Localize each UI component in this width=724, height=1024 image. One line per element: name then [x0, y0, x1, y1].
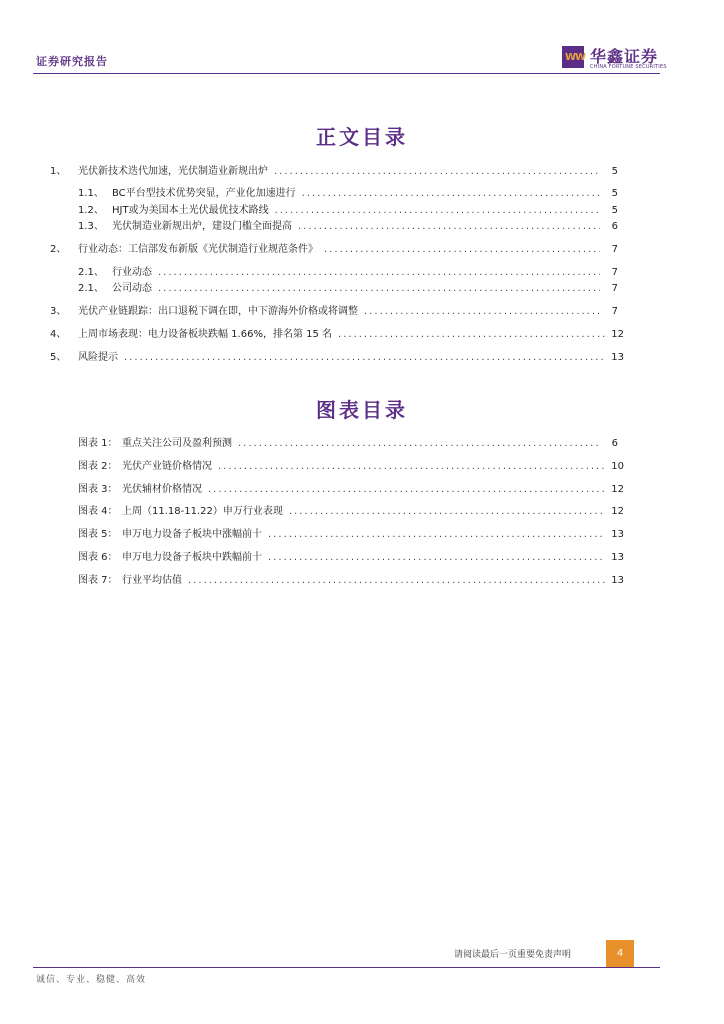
toc-entry-number: 5、 [50, 352, 67, 363]
toc-entry-number: 2、 [50, 244, 67, 255]
toc-entry-page: 7 [611, 244, 618, 255]
figure-entry-page: 10 [611, 461, 624, 472]
toc-entry-number: 1、 [50, 166, 67, 177]
figures-title: 图表目录 [316, 398, 408, 422]
toc-entry-page: 7 [611, 306, 618, 317]
toc-entry-title: 风险提示 [78, 352, 118, 363]
toc-leader-dots [274, 166, 600, 177]
figure-entry-number: 图表 6： [78, 552, 118, 563]
toc-entry-1[interactable] [50, 162, 618, 177]
toc-entry-1-3[interactable] [78, 217, 618, 232]
toc-entry-number: 2.1、 [78, 283, 104, 294]
toc-entry-number: 1.3、 [78, 221, 104, 232]
figure-entry-2[interactable] [78, 457, 624, 472]
contents-title: 正文目录 [316, 125, 408, 149]
toc-entry-5[interactable] [50, 348, 624, 363]
toc-leader-dots [298, 221, 600, 232]
toc-entry-title: 光伏产业链跟踪：出口退税下调在即，中下游海外价格或将调整 [78, 306, 358, 317]
company-motto: 诚信、专业、稳健、高效 [36, 975, 147, 985]
toc-entry-number: 1.1、 [78, 188, 104, 199]
toc-leader-dots [158, 267, 600, 278]
figure-entry-title: 上周（11.18-11.22）申万行业表现 [122, 506, 283, 517]
toc-entry-1-1[interactable] [78, 184, 618, 199]
toc-entry-page: 6 [611, 221, 618, 232]
figure-entry-title: 行业平均估值 [122, 575, 182, 586]
figure-leader-dots [188, 575, 605, 586]
figure-entry-1[interactable] [78, 434, 618, 449]
toc-entry-page: 13 [611, 352, 624, 363]
figure-entry-number: 图表 4： [78, 506, 118, 517]
figure-leader-dots [218, 461, 605, 472]
figure-entry-5[interactable] [78, 525, 624, 540]
brand-subtitle: CHINA FORTUNE SECURITIES [590, 64, 667, 70]
toc-entry-page: 12 [611, 329, 624, 340]
toc-entry-title: 行业动态 [112, 267, 152, 278]
figure-entry-6[interactable] [78, 548, 624, 563]
figure-entry-page: 12 [611, 484, 624, 495]
figure-entry-3[interactable] [78, 480, 624, 495]
figure-entry-title: 重点关注公司及盈利预测 [122, 438, 232, 449]
toc-entry-title: 上周市场表现：电力设备板块跌幅 1.66%，排名第 15 名 [78, 329, 333, 340]
toc-leader-dots [158, 283, 600, 294]
toc-entry-title: 行业动态：工信部发布新版《光伏制造行业规范条件》 [78, 244, 318, 255]
figure-entry-page: 12 [611, 506, 624, 517]
toc-leader-dots [324, 244, 600, 255]
figure-entry-number: 图表 5： [78, 529, 118, 540]
report-label: 证券研究报告 [36, 55, 108, 68]
figure-entry-title: 光伏产业链价格情况 [122, 461, 212, 472]
figure-entry-number: 图表 7： [78, 575, 118, 586]
figure-entry-page: 13 [611, 575, 624, 586]
toc-entry-2-2[interactable] [78, 279, 618, 294]
figure-entry-number: 图表 1： [78, 438, 118, 449]
toc-entry-2[interactable] [50, 240, 618, 255]
page-number-badge: 4 [606, 940, 634, 968]
disclaimer-note: 请阅读最后一页重要免责声明 [454, 950, 572, 960]
figure-entry-7[interactable] [78, 571, 624, 586]
figure-entry-title: 申万电力设备子板块中涨幅前十 [122, 529, 262, 540]
figure-entry-title: 光伏辅材价格情况 [122, 484, 202, 495]
figure-entry-4[interactable] [78, 502, 624, 517]
toc-entry-title: BC平台型技术优势突显，产业化加速进行 [112, 188, 296, 199]
toc-entry-page: 5 [611, 205, 618, 216]
toc-entry-title: 公司动态 [112, 283, 152, 294]
brand-name: 华鑫证券 [590, 47, 659, 66]
toc-leader-dots [275, 205, 600, 216]
figure-leader-dots [238, 438, 600, 449]
figure-leader-dots [268, 552, 605, 563]
toc-entry-page: 5 [611, 166, 618, 177]
figure-entry-page: 6 [611, 438, 618, 449]
figure-entry-number: 图表 3： [78, 484, 118, 495]
toc-entry-page: 7 [611, 283, 618, 294]
brand-logo-icon: WW [562, 46, 584, 68]
toc-leader-dots [124, 352, 605, 363]
brand-logo [562, 44, 672, 74]
toc-entry-number: 2.1、 [78, 267, 104, 278]
toc-leader-dots [302, 188, 600, 199]
figure-entry-number: 图表 2： [78, 461, 118, 472]
toc-leader-dots [364, 306, 600, 317]
toc-entry-2-1[interactable] [78, 263, 618, 278]
figure-leader-dots [289, 506, 605, 517]
toc-leader-dots [338, 329, 605, 340]
toc-entry-3[interactable] [50, 302, 618, 317]
figure-entry-title: 申万电力设备子板块中跌幅前十 [122, 552, 262, 563]
toc-entry-page: 5 [611, 188, 618, 199]
toc-entry-number: 4、 [50, 329, 67, 340]
toc-entry-4[interactable] [50, 325, 624, 340]
toc-entry-title: HJT或为美国本土光伏最优技术路线 [112, 205, 269, 216]
header-divider [33, 73, 660, 74]
toc-entry-1-2[interactable] [78, 201, 618, 216]
footer-divider [33, 967, 660, 968]
toc-entry-page: 7 [611, 267, 618, 278]
toc-entry-title: 光伏新技术迭代加速，光伏制造业新规出炉 [78, 166, 268, 177]
toc-entry-title: 光伏制造业新规出炉，建设门槛全面提高 [112, 221, 292, 232]
figure-entry-page: 13 [611, 529, 624, 540]
toc-entry-number: 1.2、 [78, 205, 104, 216]
figure-leader-dots [208, 484, 605, 495]
figure-entry-page: 13 [611, 552, 624, 563]
figure-leader-dots [268, 529, 605, 540]
toc-entry-number: 3、 [50, 306, 67, 317]
